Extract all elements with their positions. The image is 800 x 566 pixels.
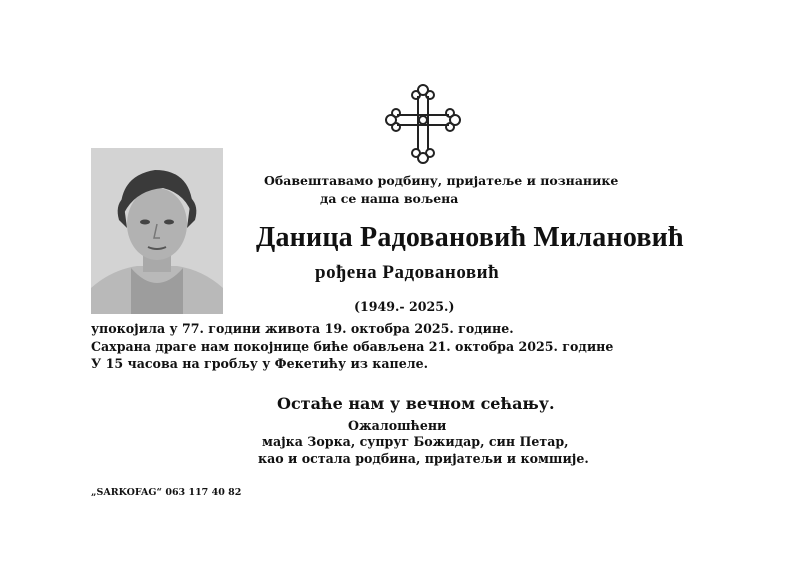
maiden-name: рођена Радовановић [315,262,500,283]
details-line-2: Сахрана драге нам покојнице биће обављена 21. октобра 2025. године [91,339,614,354]
footer-contact [91,487,241,498]
mourners-line-2: као и остала родбина, пријатељи и комшије. [258,451,589,466]
details-line-3: У 15 часова на гробљу у Фекетићу из капеле. [91,356,429,371]
life-years: (1949.- 2025.) [354,299,455,314]
mourners-heading: Ожалошћени [348,418,447,433]
memory-phrase: Остаће нам у вечном сећању. [277,394,555,413]
footer-phone: 063 117 40 82 [165,487,242,498]
announcement-line-1: Обавештавамо родбину, пријатеље и познанике [264,173,619,188]
orthodox-cross-icon [385,82,461,166]
portrait-photo-icon [91,148,223,314]
mourners-line-1: мајка Зорка, супруг Божидар, син Петар, [262,434,569,449]
details-line-1: упокојила у 77. години живота 19. октобра 2025. године. [91,321,514,336]
footer-company: „SARKOFAG“ [91,487,163,498]
announcement-line-2: да се наша вољена [320,191,459,206]
deceased-full-name: Даница Радовановић Милановић [256,222,684,253]
